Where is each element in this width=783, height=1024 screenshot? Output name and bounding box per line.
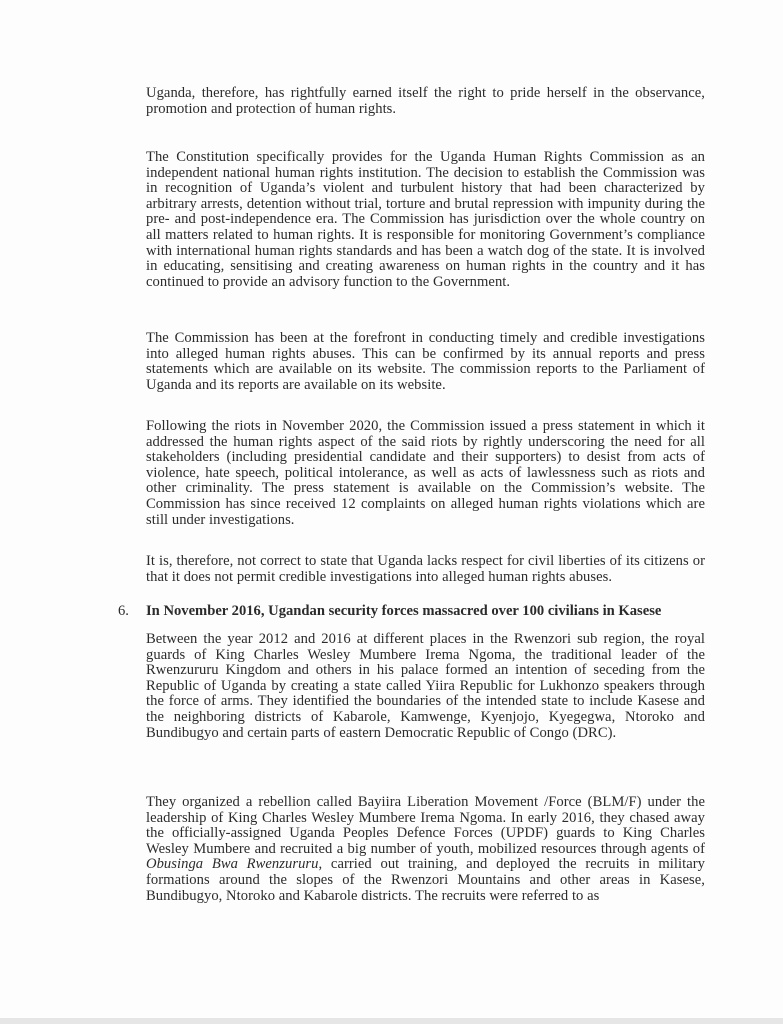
- section-heading: [118, 603, 718, 619]
- paragraph-commission-investigations: The Commission has been at the forefront in conducting timely and credible investigations into alleged human rights abuses. This can be confirmed by its annual reports and press statements which are available on its website. The commission reports to the Parliament of Uganda and its reports are available on its website.: [146, 330, 705, 393]
- page-bottom-edge: [0, 1018, 783, 1024]
- paragraph-uganda-pride: Uganda, therefore, has rightfully earned itself the right to pride herself in the observance, promotion and protection of human rights.: [146, 85, 705, 117]
- paragraph-constitution-commission: The Constitution specifically provides for the Uganda Human Rights Commission as an independent national human rights institution. The decision to establish the Commission was in recognition of Uganda’s violent and turbulent history that had been characterized by arbitrary arrests, detention without trial, torture and brutal repression with impunity during the pre- and post-independence era. The Commission has jurisdiction over the whole country on all matters related to human rights. It is responsible for monitoring Government’s compliance with international human rights standards and has been a watch dog of the state. It is involved in educating, sensitising and creating awareness on human rights in the country and it has continued to provide an advisory function to the Government.: [146, 149, 705, 290]
- paragraph-bayiira-text-1: They organized a rebellion called Bayiira Liberation Movement /Force (BLM/F) under the leadership of King Charles Wesley Mumbere Irema Ngoma. In early 2016, they chased away the officially-assigned Uganda Peoples Defence Forces (UPDF) guards to King Charles Wesley Mumbere and recruited a big number of youth, mobilized resources through agents of: [146, 794, 705, 857]
- section-title: In November 2016, Ugandan security forces massacred over 100 civilians in Kasese: [146, 603, 662, 619]
- section-number: 6.: [118, 603, 129, 619]
- paragraph-rwenzori-secession: Between the year 2012 and 2016 at different places in the Rwenzori sub region, the royal guards of King Charles Wesley Mumbere Irema Ngoma, the traditional leader of the Rwenzururu Kingdom and others in his palace formed an intention of seceding from the Republic of Uganda by creating a state called Yiira Republic for Lukhonzo speakers through the force of arms. They identified the boundaries of the intended state to include Kasese and the neighboring districts of Kabarole, Kamwenge, Kyenjojo, Kyegegwa, Ntoroko and Bundibugyo and certain parts of eastern Democratic Republic of Congo (DRC).: [146, 631, 705, 741]
- paragraph-bayiira-italic: Obusinga Bwa Rwenzururu: [146, 856, 319, 873]
- paragraph-riots-press-statement: Following the riots in November 2020, the Commission issued a press statement in which it addressed the human rights aspect of the said riots by rightly underscoring the need for all stakeholders (including presidential candidate and their supporters) to desist from acts of violence, hate speech, political intolerance, as well as acts of lawlessness such as riots and other criminality. The press statement is available on the Commission’s website. The Commission has since received 12 complaints on alleged human rights violations which are still under investigations.: [146, 418, 705, 528]
- paragraph-not-correct: It is, therefore, not correct to state that Uganda lacks respect for civil liberties of its citizens or that it does not permit credible investigations into alleged human rights abuses.: [146, 553, 705, 585]
- paragraph-bayiira-rebellion: [146, 795, 705, 904]
- paragraph-bayiira-text-2: , carried out training, and deployed the recruits in military formations around the slopes of the Rwenzori Mountains and other areas in Kasese, Bundibugyo, Ntoroko and Kabarole districts. The recruits were referred to as: [146, 856, 705, 904]
